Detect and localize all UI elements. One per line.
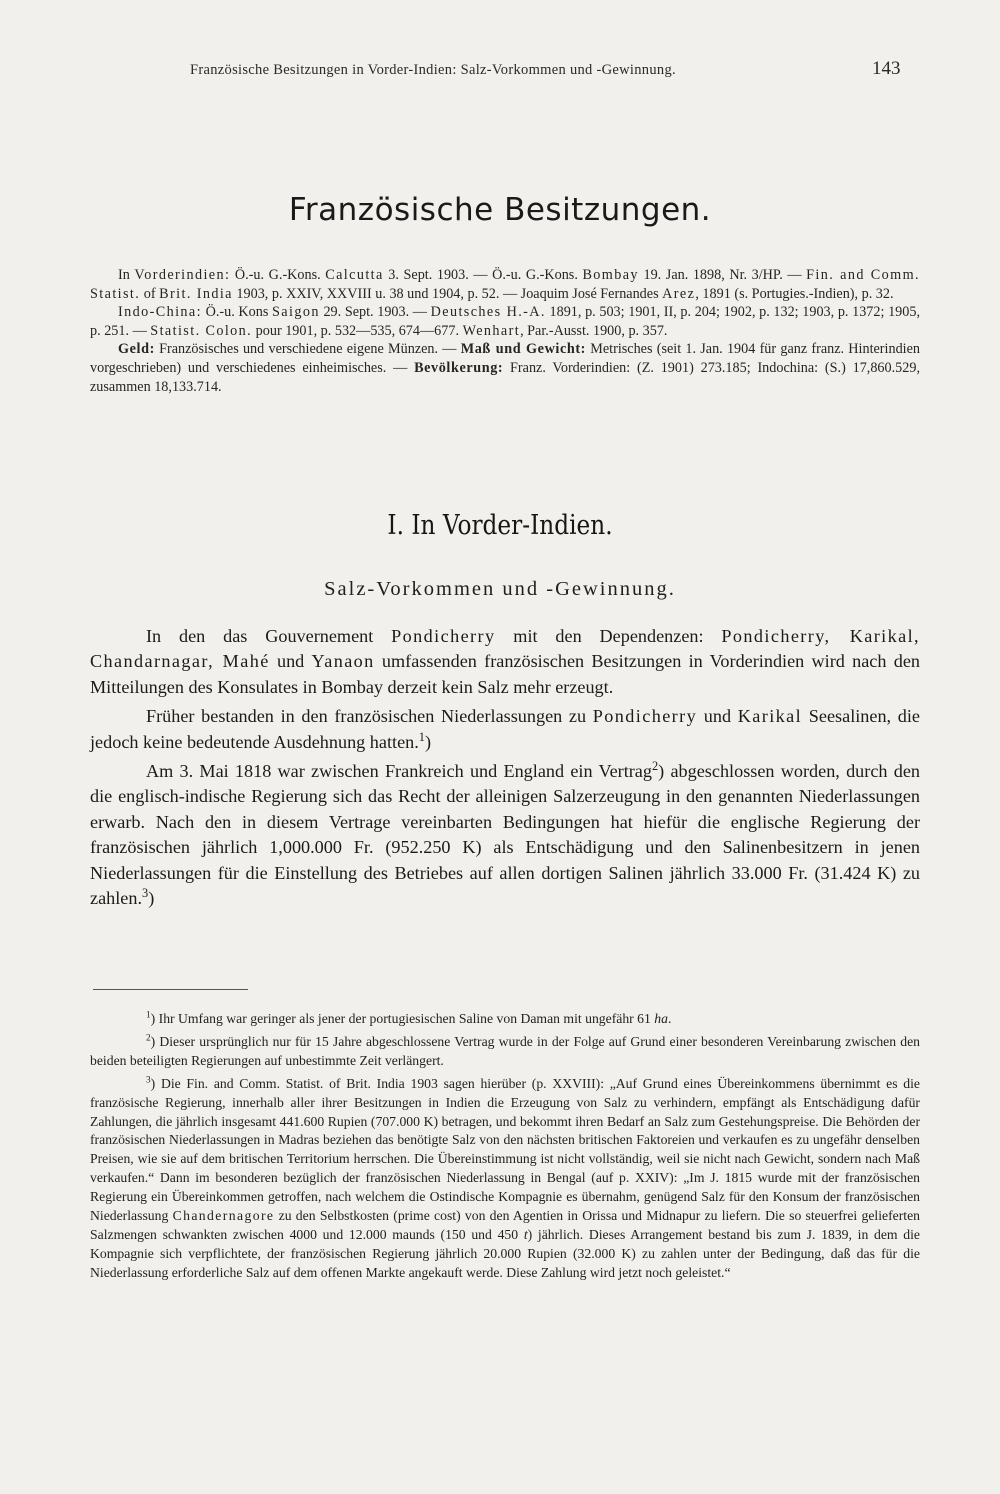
body-paragraph-1: In den das Gouvernement Pondicherry mit den Dependenzen: Pondicherry, Karikal, Chandarnagar, Mahé und Yanaon umfassenden französischen Besitzungen in Vorderindien wird nach den Mitteilungen des Konsulates in Bombay derzeit kein Salz mehr erzeugt. [90,626,921,697]
body-text [90,624,920,915]
sources-indochina: Indo-China: Ö.-u. Kons Saigon 29. Sept. 1903. — Deutsches H.-A. 1891, p. 503; 1901, II, p. 204; 1902, p. 132; 1903, p. 1372; 1905, p. 251. — Statist. Colon. pour 1901, p. 532—535, 674—677. Wenhart, Par.-Ausst. 1900, p. 357. [90,304,920,339]
footnote-ref-2[interactable]: 2 [651,758,659,773]
footnotes [90,1010,920,1287]
sources-vorderindien: In Vorderindien: Ö.-u. G.-Kons. Calcutta 3. Sept. 1903. — Ö.-u. G.-Kons. Bombay 19. Jan. 1898, Nr. 3/HP. — Fin. and Comm. Statist. of Brit. India 1903, p. XXIV, XXVIII u. 38 und 1904, p. 52. — Joaquim José Fernandes Arez, 1891 (s. Portugies.-Indien), p. 32. [90,267,920,302]
body-paragraph-3: Am 3. Mai 1818 war zwischen Frankreich und England ein Vertrag$^2$) abgeschlossen worden, durch den die englisch-indische Regierung sich das Recht der alleinigen Salzerzeugung in den genannten Niederlassungen erwarb. Nach den in diesem Vertrage vereinbarten Bedingungen hat hiefür die englische Regierung der französischen jährlich 1,000.000 Fr. (952.250 K) als Entschädigung und den Salinenbesitzern in jenen Niederlassungen für die Einstellung des Betriebes auf allen dortigen Salinen jährlich 33.000 Fr. (31.424 K) zu zahlen.$^3$) [90,758,920,909]
footnote-ref-1[interactable]: 1 [418,729,425,744]
footnote-divider [93,989,248,990]
footnote-ref-3[interactable]: 3 [142,886,149,900]
footnote-1: $^1$) Ihr Umfang war geringer als jener der portugiesischen Saline von Daman mit ungefähr 61 ha. [146,1010,672,1026]
sources-money-measures-population: Geld: Französisches und verschiedene eigene Münzen. — Maß und Gewicht: Metrisches (seit 1. Jan. 1904 für ganz franz. Hinterindien vorgeschrieben) und verschiedenes einheimisches. — Bevölkerung: Franz. Vorderindien: (Z. 1901) 273.185; Indochina: (S.) 17,860.529, zusammen 18,133.714. [90,341,920,395]
page-title: Französische Besitzungen. [288,192,712,228]
footnote-3: $^3$) Die Fin. and Comm. Statist. of Brit. India 1903 sagen hierüber (p. XXVIII): „Auf Grund eines Übereinkommens übernimmt es die französische Regierung, innerhalb aller ihrer Besitzungen in Indien die Erzeugung von Salz zu verhindern, empfängt als Entschädigung dafür Zahlungen, die jährlich insgesamt 441.600 Rupien (707.000 K) betragen, und bekommt ihren Bedarf an Salz zum Gestehungspreise. Die Behörden der französischen Niederlassungen in Madras beziehen das benötigte Salz von den nächsten britischen Faktoreien und verkaufen es zu ungefähr denselben Preisen, wie sie auf dem britischen Territorium herrschen. Die Übereinstimmung ist nicht vollständig, weil sie nicht nach Gewicht, sondern nach Maß verkaufen.“ Dann im besonderen bezüglich der französischen Niederlassung in Bengal (auf p. XXIV): „Im J. 1815 wurde mit der französischen Regierung ein Übereinkommen getroffen, nach welchem die Ostindische Kompagnie es übernahm, genügend Salz für den Konsum der französischen Niederlassung Chandernagore zu den Selbstkosten (prime cost) von den Agentien in Orissa und Midnapur zu liefern. Die so steuerfrei gelieferten Salzmengen schwankten zwischen 4000 und 12.000 maunds (150 und 450 t) jährlich. Dieses Arrangement bestand bis zum J. 1839, in dem die Kompagnie sich verpflichtete, der französischen Regierung jährlich 20.000 Rupien (32.000 K) zu zahlen unter der Bedingung, daß das für die Niederlassung erforderliche Salz auf dem offenen Markte angekauft werde. Diese Zahlung wird jetzt noch geleistet.“ [90,1075,920,1280]
footnote-2: $^2$) Dieser ursprünglich nur für 15 Jahre abgeschlossene Vertrag wurde in der Folge auf Grund einer besonderen Vereinbarung zwischen den beiden beteiligten Regierungen auf unbestimmte Zeit verlängert. [90,1033,920,1068]
body-paragraph-2: Früher bestanden in den französischen Niederlassungen zu Pondicherry und Karikal Seesalinen, die jedoch keine bedeutende Ausdehnung hatten.$^1$) [90,706,921,752]
section-heading: I. In Vorder-Indien. [387,510,613,541]
section-subheading: Salz-Vorkommen und -Gewinnung. [324,578,676,600]
sources-block [90,266,920,396]
running-head: Französische Besitzungen in Vorder-Indien: Salz-Vorkommen und -Gewinnung. [190,62,676,78]
page-number: 143 [872,58,901,79]
